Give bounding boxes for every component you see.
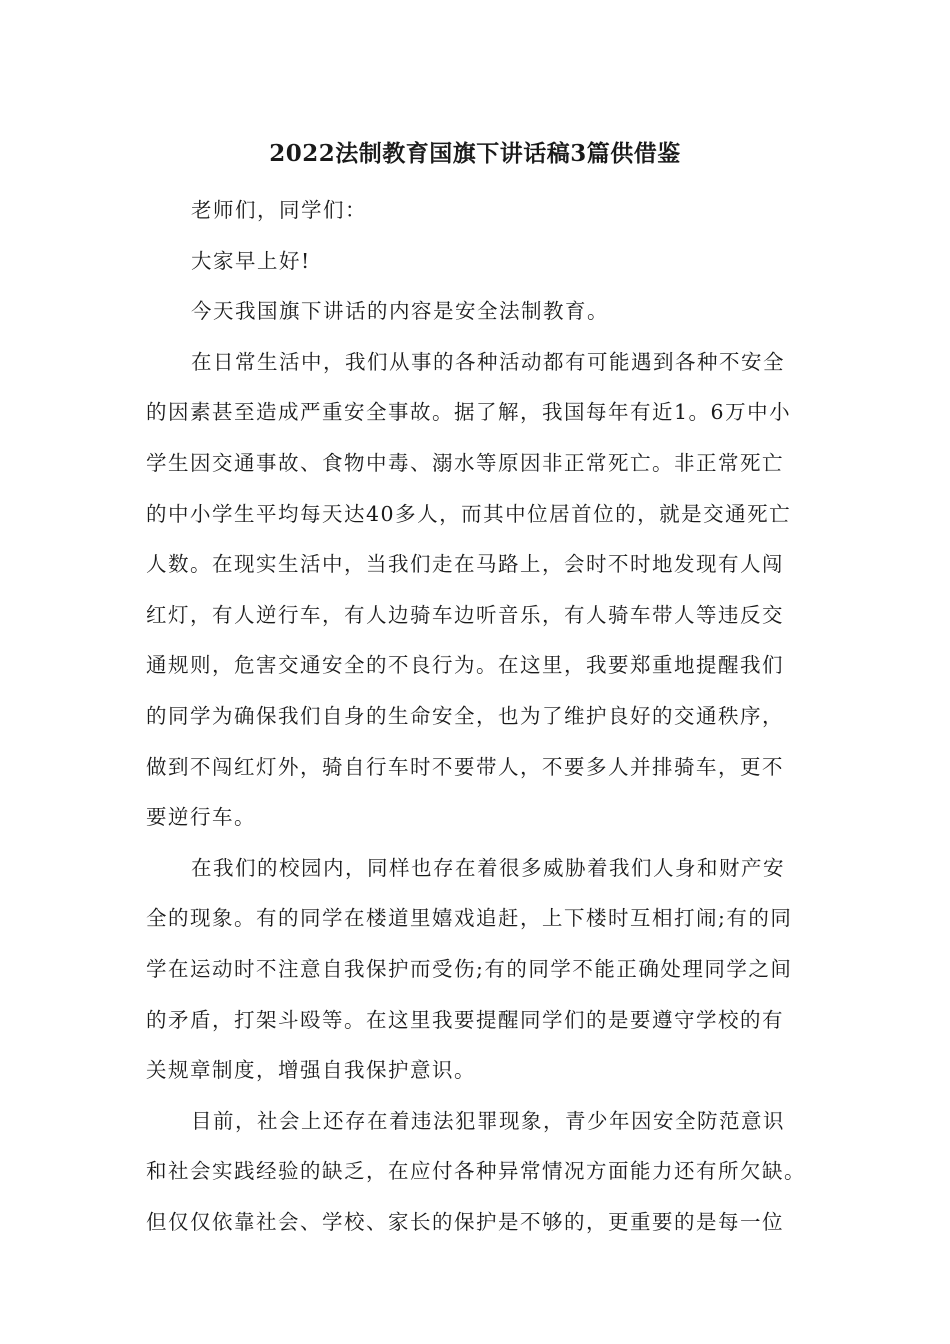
text-line: 要逆行车。 <box>146 805 256 830</box>
text-line: 学在运动时不注意自我保护而受伤;有的同学不能正确处理同学之间 <box>146 956 793 981</box>
text-line: 大家早上好! <box>191 248 311 273</box>
text-line: 的矛盾，打架斗殴等。在这里我要提醒同学们的是要遵守学校的有 <box>146 1007 784 1032</box>
text-line: 的因素甚至造成严重安全事故。据了解，我国每年有近1。6万中小 <box>146 400 792 425</box>
text-line: 学生因交通事故、食物中毒、溺水等原因非正常死亡。非正常死亡 <box>146 450 784 475</box>
paragraph <box>146 843 806 1096</box>
text-line: 做到不闯红灯外，骑自行车时不要带人，不要多人并排骑车，更不 <box>146 754 784 779</box>
text-line: 通规则，危害交通安全的不良行为。在这里，我要郑重地提醒我们 <box>146 653 784 678</box>
document-body <box>146 185 806 1247</box>
text-line: 但仅仅依靠社会、学校、家长的保护是不够的，更重要的是每一位 <box>146 1209 784 1234</box>
text-line: 在我们的校园内，同样也存在着很多威胁着我们人身和财产安 <box>191 855 785 880</box>
text-line: 目前，社会上还存在着违法犯罪现象，青少年因安全防范意识 <box>191 1108 785 1133</box>
text-line: 关规章制度，增强自我保护意识。 <box>146 1058 476 1083</box>
paragraph <box>146 337 806 843</box>
text-line: 今天我国旗下讲话的内容是安全法制教育。 <box>191 299 609 324</box>
paragraph <box>146 185 806 236</box>
text-line: 全的现象。有的同学在楼道里嬉戏追赶，上下楼时互相打闹;有的同 <box>146 906 793 931</box>
text-line: 和社会实践经验的缺乏，在应付各种异常情况方面能力还有所欠缺。 <box>146 1159 806 1184</box>
text-line: 在日常生活中，我们从事的各种活动都有可能遇到各种不安全 <box>191 349 785 374</box>
paragraph <box>146 286 806 337</box>
text-line: 的同学为确保我们自身的生命安全，也为了维护良好的交通秩序， <box>146 703 784 728</box>
paragraph <box>146 1096 806 1248</box>
text-line: 红灯，有人逆行车，有人边骑车边听音乐，有人骑车带人等违反交 <box>146 602 784 627</box>
paragraph <box>146 236 806 287</box>
text-line: 老师们，同学们： <box>191 198 367 222</box>
text-line: 的中小学生平均每天达40多人，而其中位居首位的，就是交通死亡 <box>146 501 792 526</box>
text-line: 人数。在现实生活中，当我们走在马路上，会时不时地发现有人闯 <box>146 552 784 577</box>
document-title: 2022法制教育国旗下讲话稿3篇供借鉴 <box>269 140 681 167</box>
